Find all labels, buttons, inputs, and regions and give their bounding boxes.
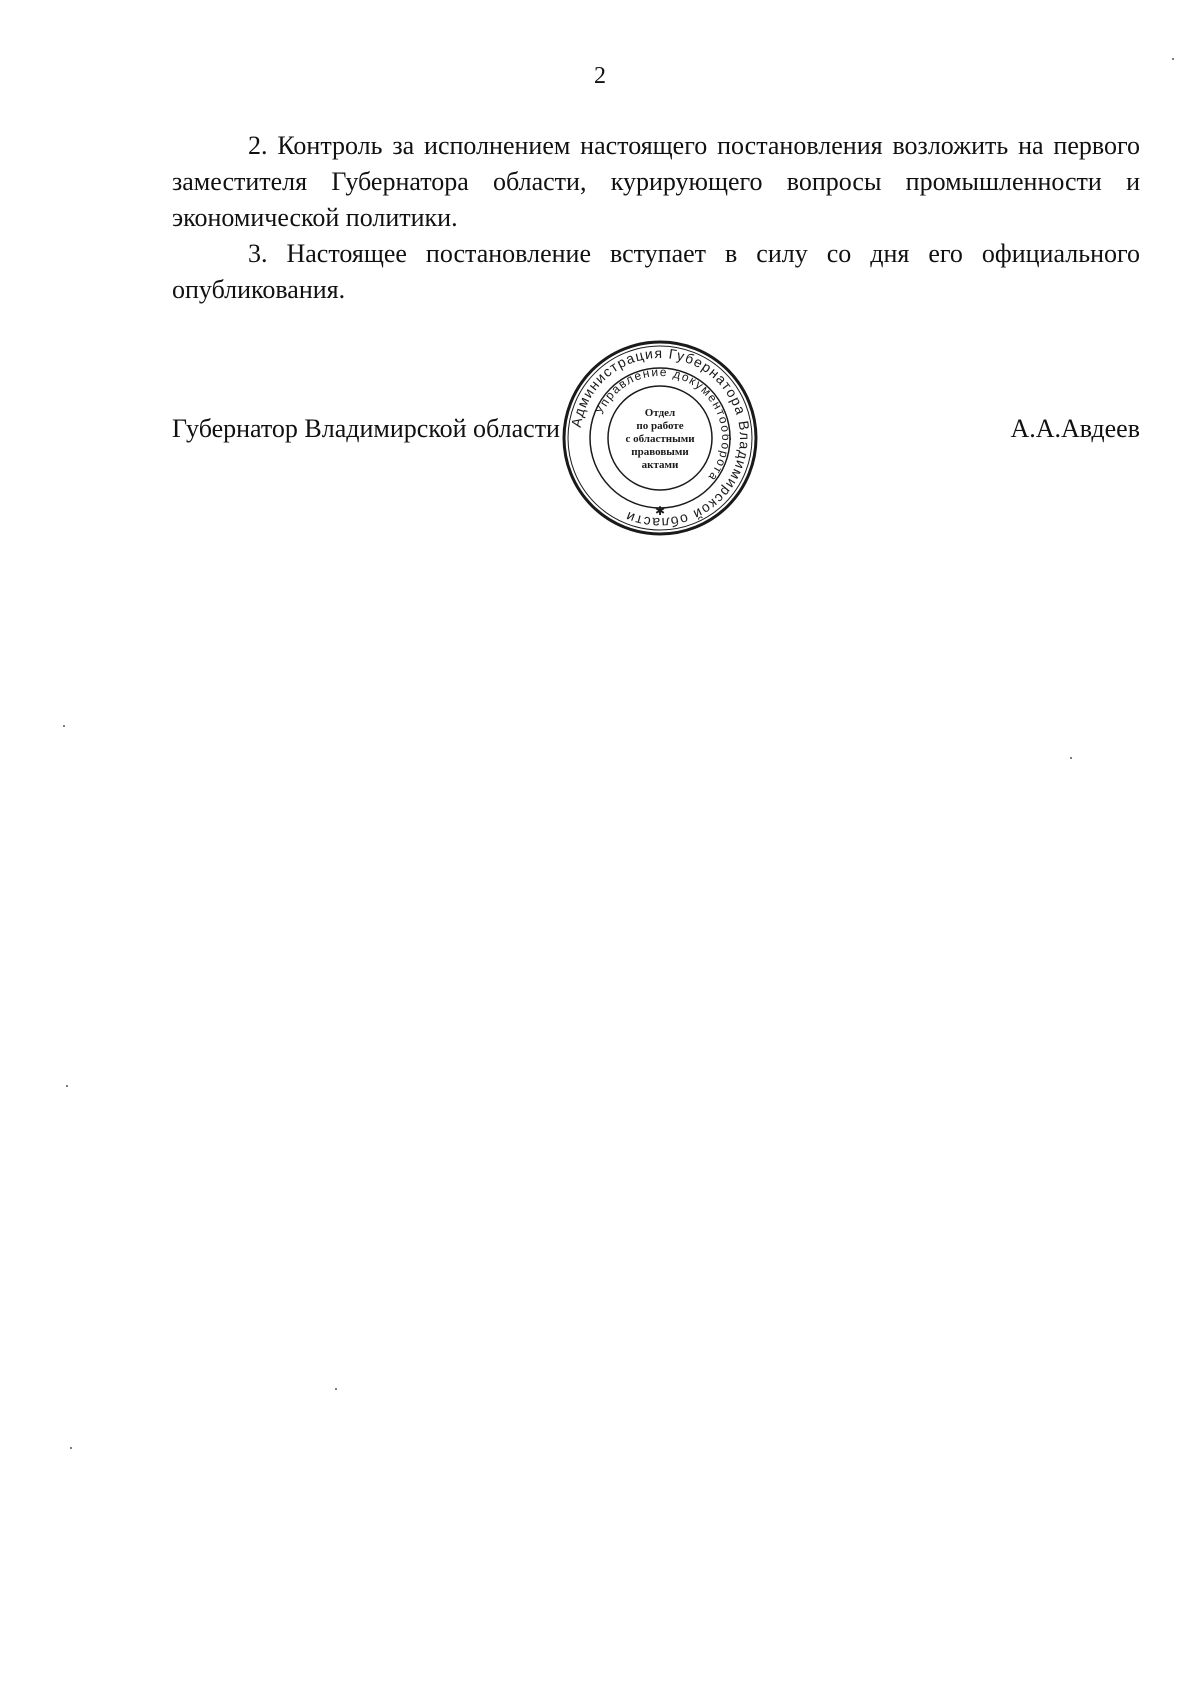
seal-center-line-4: правовыми (631, 446, 689, 458)
signatory-position: Губернатор Владимирской области (172, 414, 560, 443)
page-number: 2 (594, 63, 606, 89)
seal-center-line-3: с областными (625, 433, 695, 445)
seal-center-line-1: Отдел (644, 407, 676, 419)
scan-speck (66, 1085, 68, 1087)
scan-speck (1172, 58, 1174, 60)
document-body (172, 128, 1140, 308)
signatory-name: А.А.Авдеев (1010, 414, 1140, 443)
paragraph-control: 2. Контроль за исполнением настоящего постановления возложить на первого заместителя Губернатора области, курирующего вопросы промышленности и экономической политики. (172, 131, 1140, 232)
scan-speck (335, 1388, 337, 1390)
seal-outer-text-path: Администрация Губернатора Владимирской области (567, 344, 754, 532)
seal-star-icon: ✱ (654, 504, 666, 518)
seal-center-line-5: актами (641, 459, 679, 471)
scan-speck (63, 725, 65, 727)
paragraph-effective-date: 3. Настоящее постановление вступает в силу со дня его официального опубликования. (172, 239, 1140, 304)
scan-speck (70, 1447, 72, 1449)
seal-inner-text-path: Управление документооборота (592, 364, 734, 485)
official-seal (560, 338, 760, 538)
scan-speck (1070, 757, 1072, 759)
seal-center-line-2: по работе (636, 420, 684, 432)
